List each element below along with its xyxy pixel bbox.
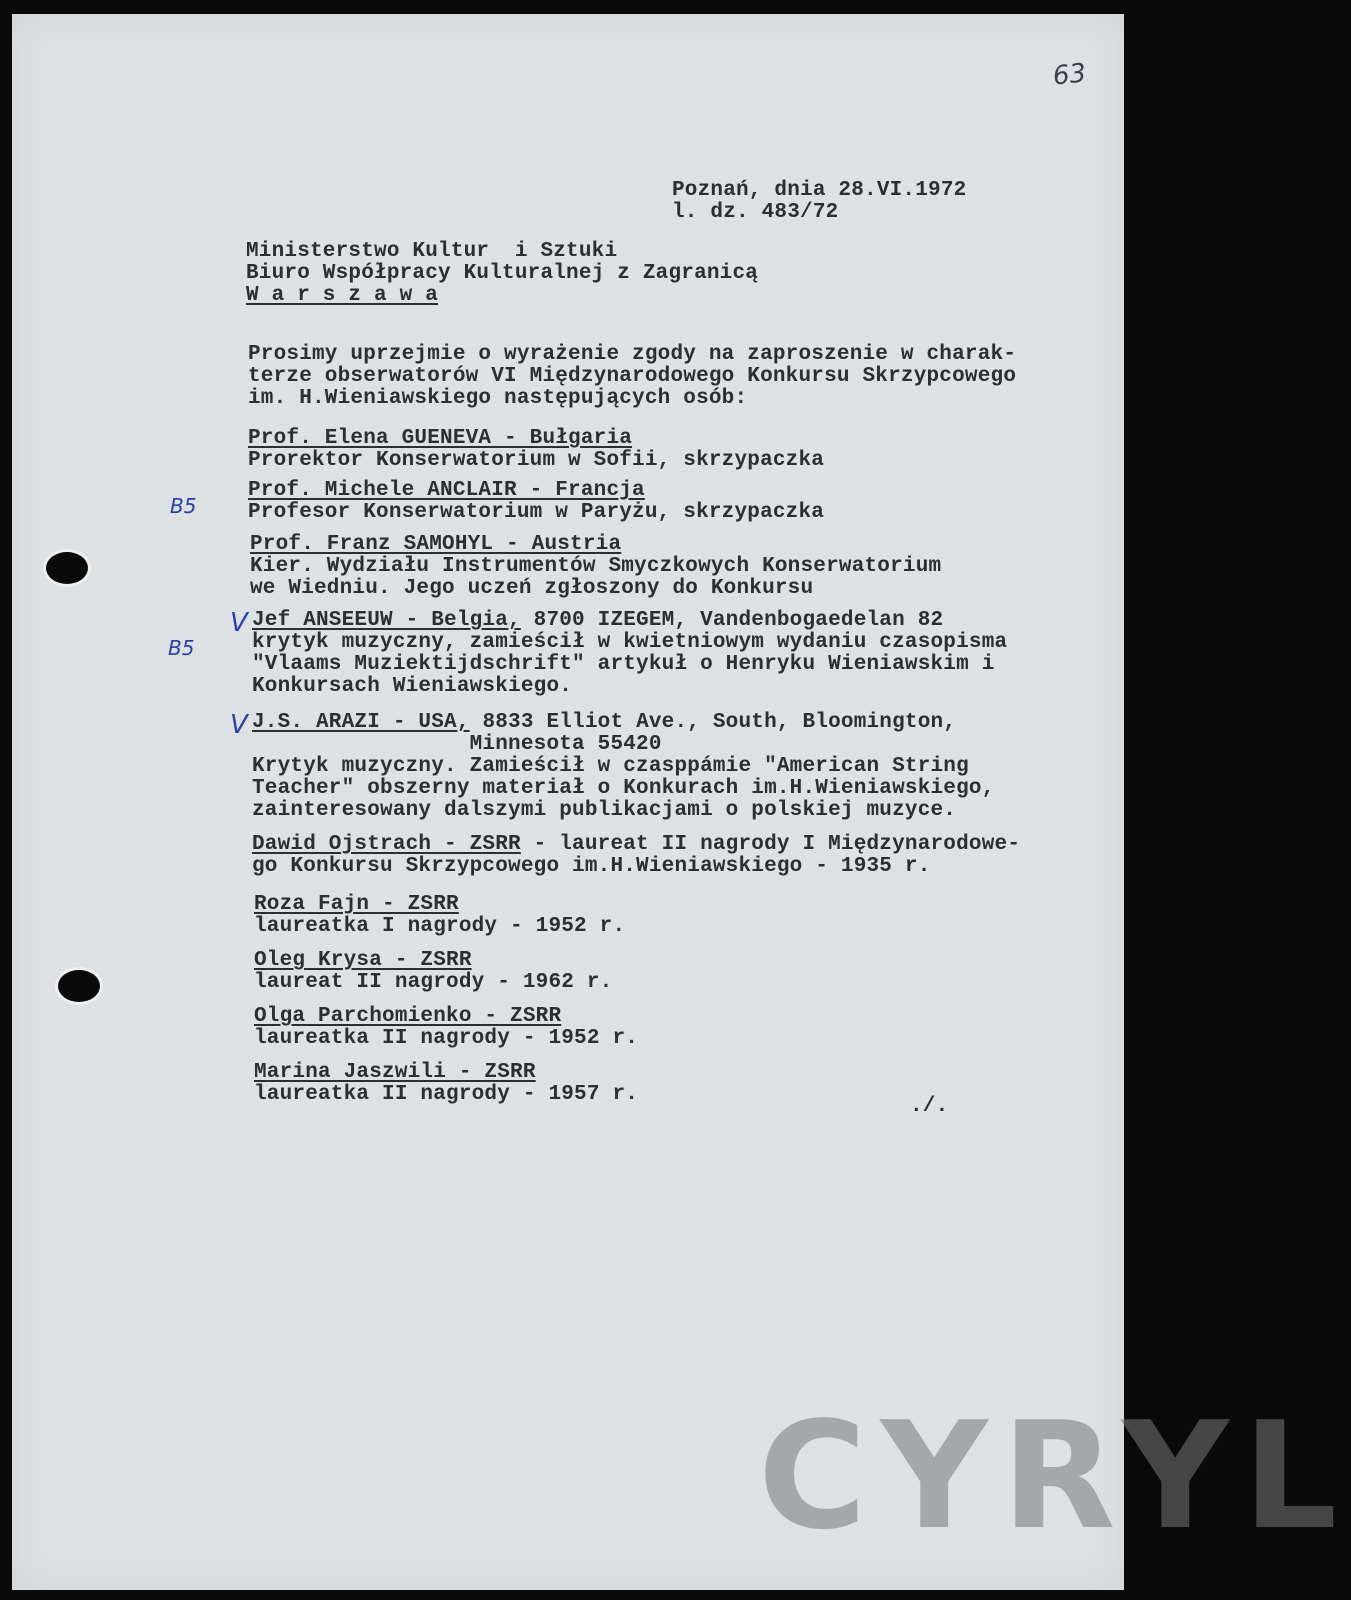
person-description: Profesor Konserwatorium w Paryżu, skrzypaczka [248, 501, 825, 524]
person-description: krytyk muzyczny, zamieścił w kwietniowym wydaniu czasopisma [252, 631, 1008, 654]
person-name: Roza Fajn - ZSRR [254, 893, 459, 916]
person-description: we Wiedniu. Jego uczeń zgłoszony do Konkursu [250, 577, 814, 600]
person-name-line [252, 834, 1020, 856]
reference-number: l. dz. 483/72 [672, 201, 839, 224]
continuation-mark: ./. [910, 1095, 949, 1118]
person-name: Prof. Elena GUENEVA - Bułgaria [248, 427, 633, 450]
person-description: laureatka II nagrody - 1957 r. [254, 1083, 639, 1106]
addressee-line-2: Biuro Współpracy Kulturalnej z Zagranicą [246, 262, 759, 285]
person-name: J.S. ARAZI - USA, [252, 711, 470, 734]
person-name: Prof. Franz SAMOHYL - Austria [250, 533, 622, 556]
watermark-logo: CYRYL [758, 1390, 1351, 1562]
addressee-city: W a r s z a w a [246, 284, 439, 307]
person-address: 8833 Elliot Ave., South, Bloomington, [469, 711, 957, 734]
intro-line: im. H.Wieniawskiego następujących osób: [248, 387, 748, 410]
addressee-line-1: Ministerstwo Kultur i Sztuki [246, 240, 618, 263]
document-page [12, 14, 1124, 1590]
person-description: Minnesota 55420 [252, 733, 662, 756]
person-description: "Vlaams Muziektijdschrift" artykuł o Henryku Wieniawskim i [252, 653, 995, 676]
punch-hole [46, 552, 88, 584]
person-description: go Konkursu Skrzypcowego im.H.Wieniawskiego - 1935 r. [252, 855, 931, 878]
page-number: 63 [1051, 58, 1088, 92]
person-description: Krytyk muzyczny. Zamieścił w czasppámie "American String [252, 755, 969, 778]
person-description: laureatka II nagrody - 1952 r. [254, 1027, 639, 1050]
person-name: Jef ANSEEUW - Belgia, [252, 609, 521, 632]
person-address: 8700 IZEGEM, Vandenbogaedelan 82 [520, 609, 944, 632]
person-description: Kier. Wydziału Instrumentów Smyczkowych Konserwatorium [250, 555, 942, 578]
intro-line: terze obserwatorów VI Międzynarodowego Konkursu Skrzypcowego [248, 365, 1017, 388]
person-name: Olga Parchomienko - ZSRR [254, 1005, 562, 1028]
margin-note: B5 [170, 494, 197, 518]
check-mark: V [230, 608, 248, 638]
person-name-line [252, 712, 956, 734]
person-description: zainteresowany dalszymi publikacjami o polskiej muzyce. [252, 799, 957, 822]
person-name: Oleg Krysa - ZSRR [254, 949, 472, 972]
intro-line: Prosimy uprzejmie o wyrażenie zgody na zaproszenie w charak- [248, 343, 1017, 366]
person-description: laureatka I nagrody - 1952 r. [254, 915, 626, 938]
person-description: Konkursach Wieniawskiego. [252, 675, 573, 698]
person-name: Marina Jaszwili - ZSRR [254, 1061, 536, 1084]
check-mark: V [230, 710, 248, 740]
person-name: Dawid Ojstrach - ZSRR [252, 833, 521, 856]
person-note: - laureat II nagrody I Międzynarodowe- [520, 833, 1021, 856]
person-description: Teacher" obszerny materiał o Konkurach im.H.Wieniawskiego, [252, 777, 995, 800]
person-description: laureat II nagrody - 1962 r. [254, 971, 613, 994]
person-name-line [252, 610, 943, 632]
place-date: Poznań, dnia 28.VI.1972 [672, 179, 967, 202]
person-description: Prorektor Konserwatorium w Sofii, skrzypaczka [248, 449, 825, 472]
punch-hole [58, 970, 100, 1002]
person-name: Prof. Michele ANCLAIR - Francja [248, 479, 645, 502]
margin-note: B5 [168, 636, 195, 660]
